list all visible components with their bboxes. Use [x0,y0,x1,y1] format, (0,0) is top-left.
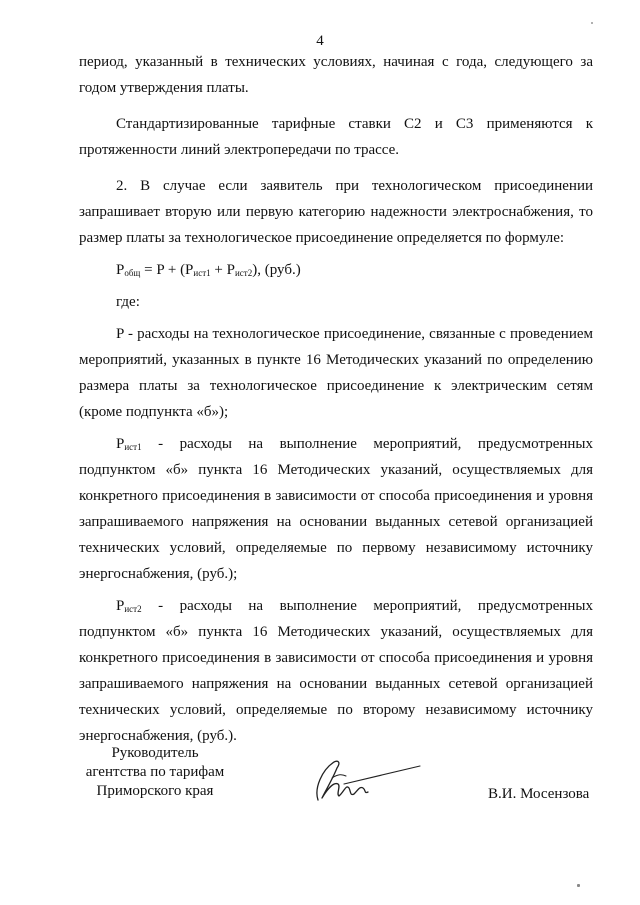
def-ist2-text: - расходы на выполнение мероприятий, предусмотренных подпунктом «б» пункта 16 Методических указаний, осуществляемых для конкретного присоединения в зависимости от способа присоединения и уровня запрашиваемого напряжения на основании выданных сетевой организацией технических условий, определяемые по второму независимому источнику энергоснабжения, (руб.). [79,598,593,744]
scan-dot [577,884,580,887]
symbol-sub-ist1: ист1 [124,442,142,452]
def-ist1-text: - расходы на выполнение мероприятий, предусмотренных подпунктом «б» пункта 16 Методических указаний, осуществляемых для конкретного присоединения в зависимости от способа присоединения и уровня запрашиваемого напряжения на основании выданных сетевой организацией технических условий, определяемые по первому независимому источнику энергоснабжения, (руб.); [79,436,593,582]
formula-sub-ist1: ист1 [193,268,211,278]
paragraph-def-p: P - расходы на технологическое присоединение, связанные с проведением мероприятий, указанных в пункте 16 Методических указаний по определению размера платы за технологическое присоединение к электрическим сетям (кроме подпункта «б»); [79,326,593,420]
where-label: где: [116,294,140,310]
signatory-name: В.И. Мосензова [488,786,590,802]
handwritten-signature [308,748,424,808]
paragraph-def-p-ist2 [79,593,593,749]
formula [79,257,593,283]
paragraph-def-p-ist1 [79,431,593,587]
symbol-sub-ist2: ист2 [124,604,142,614]
paragraph-tariff-rates: Стандартизированные тарифные ставки С2 и С3 применяются к протяженности линий электропередачи по трассе. [79,116,593,158]
formula-part-c: + P [210,262,235,278]
formula-part-d: ), (руб.) [252,262,301,278]
document-body [79,49,593,749]
formula-sub-total: общ [124,268,141,278]
signatory-title-line2: агентства по тарифам [85,764,225,780]
symbol-p: P [116,436,125,452]
signatory-title-line1: Руководитель [111,745,199,761]
formula-part-a: P [116,262,125,278]
scan-dot [591,22,593,24]
page-number: 4 [316,33,324,49]
formula-sub-ist2: ист2 [234,268,253,278]
symbol-p: P [116,598,125,614]
paragraph-continuation: период, указанный в технических условиях, начиная с года, следующего за годом утверждения платы. [79,54,593,96]
signatory-title-line3: Приморского края [96,783,214,799]
signatory-title [80,744,230,801]
paragraph-clause-2: 2. В случае если заявитель при технологическом присоединении запрашивает вторую или первую категорию надежности электроснабжения, то размер платы за технологическое присоединение определяется по формуле: [79,178,593,246]
formula-part-b: = P + (P [140,262,194,278]
